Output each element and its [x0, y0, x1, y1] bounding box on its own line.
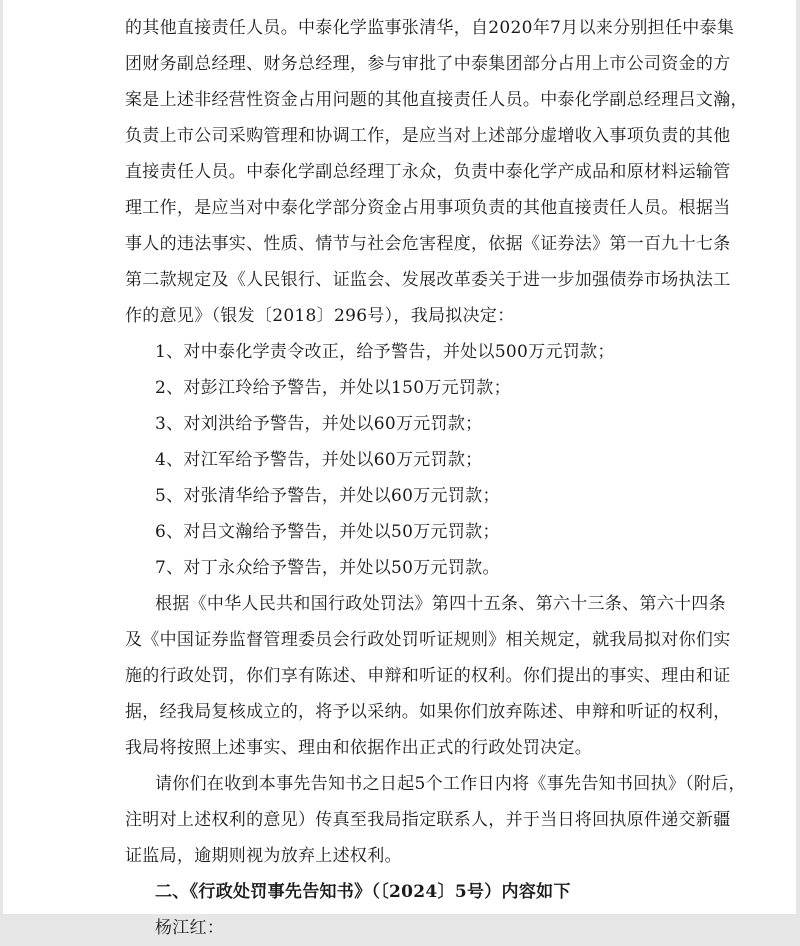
penalty-item: 2、对彭江玲给予警告，并处以150万元罚款；: [155, 378, 511, 398]
text-line: 理工作，是应当对中泰化学部分资金占用事项负责的其他直接责任人员。根据当: [125, 198, 731, 218]
text-line: 请你们在收到本事先告知书之日起5个工作日内将《事先告知书回执》（附后，: [155, 774, 746, 794]
text-line: 及《中国证券监督管理委员会行政处罚听证规则》相关规定，就我局拟对你们实: [125, 630, 731, 650]
text-line: 直接责任人员。中泰化学副总经理丁永众，负责中泰化学产成品和原材料运输管: [125, 162, 731, 182]
penalty-item: 3、对刘洪给予警告，并处以60万元罚款；: [155, 414, 483, 434]
text-line: 第二款规定及《人民银行、证监会、发展改革委关于进一步加强债券市场执法工: [125, 270, 731, 290]
penalty-item: 4、对江军给予警告，并处以60万元罚款；: [155, 450, 483, 470]
text-line: 据，经我局复核成立的，将予以采纳。如果你们放弃陈述、申辩和听证的权利，: [125, 702, 731, 722]
addressee: 杨江红：: [155, 918, 225, 938]
text-line: 施的行政处罚，你们享有陈述、申辩和听证的权利。你们提出的事实、理由和证: [125, 666, 731, 686]
penalty-item: 7、对丁永众给予警告，并处以50万元罚款。: [155, 558, 500, 578]
text-line: 注明对上述权利的意见）传真至我局指定联系人，并于当日将回执原件递交新疆: [125, 810, 731, 830]
penalty-item: 5、对张清华给予警告，并处以60万元罚款；: [155, 486, 500, 506]
text-line: 事人的违法事实、性质、情节与社会危害程度，依据《证券法》第一百九十七条: [125, 234, 731, 254]
text-line: 作的意见》（银发〔2018〕296号），我局拟决定：: [125, 306, 515, 326]
penalty-item: 1、对中泰化学责令改正，给予警告，并处以500万元罚款；: [155, 342, 615, 362]
text-line: 团财务副总经理、财务总经理，参与审批了中泰集团部分占用上市公司资金的方: [125, 54, 731, 74]
text-line: 负责上市公司采购管理和协调工作，是应当对上述部分虚增收入事项负责的其他: [125, 126, 731, 146]
text-line: 我局将按照上述事实、理由和依据作出正式的行政处罚决定。: [125, 738, 593, 758]
text-line: 的其他直接责任人员。中泰化学监事张清华，自2020年7月以来分别担任中泰集: [125, 18, 735, 38]
text-line: 案是上述非经营性资金占用问题的其他直接责任人员。中泰化学副总经理吕文瀚，: [125, 90, 748, 110]
section-heading: 二、《行政处罚事先告知书》（〔2024〕5号）内容如下: [155, 882, 571, 902]
document-body: [125, 10, 748, 946]
text-line: 证监局，逾期则视为放弃上述权利。: [125, 846, 402, 866]
document-page: [3, 0, 796, 938]
text-line: 根据《中华人民共和国行政处罚法》第四十五条、第六十三条、第六十四条: [155, 594, 726, 614]
penalty-item: 6、对吕文瀚给予警告，并处以50万元罚款；: [155, 522, 500, 542]
